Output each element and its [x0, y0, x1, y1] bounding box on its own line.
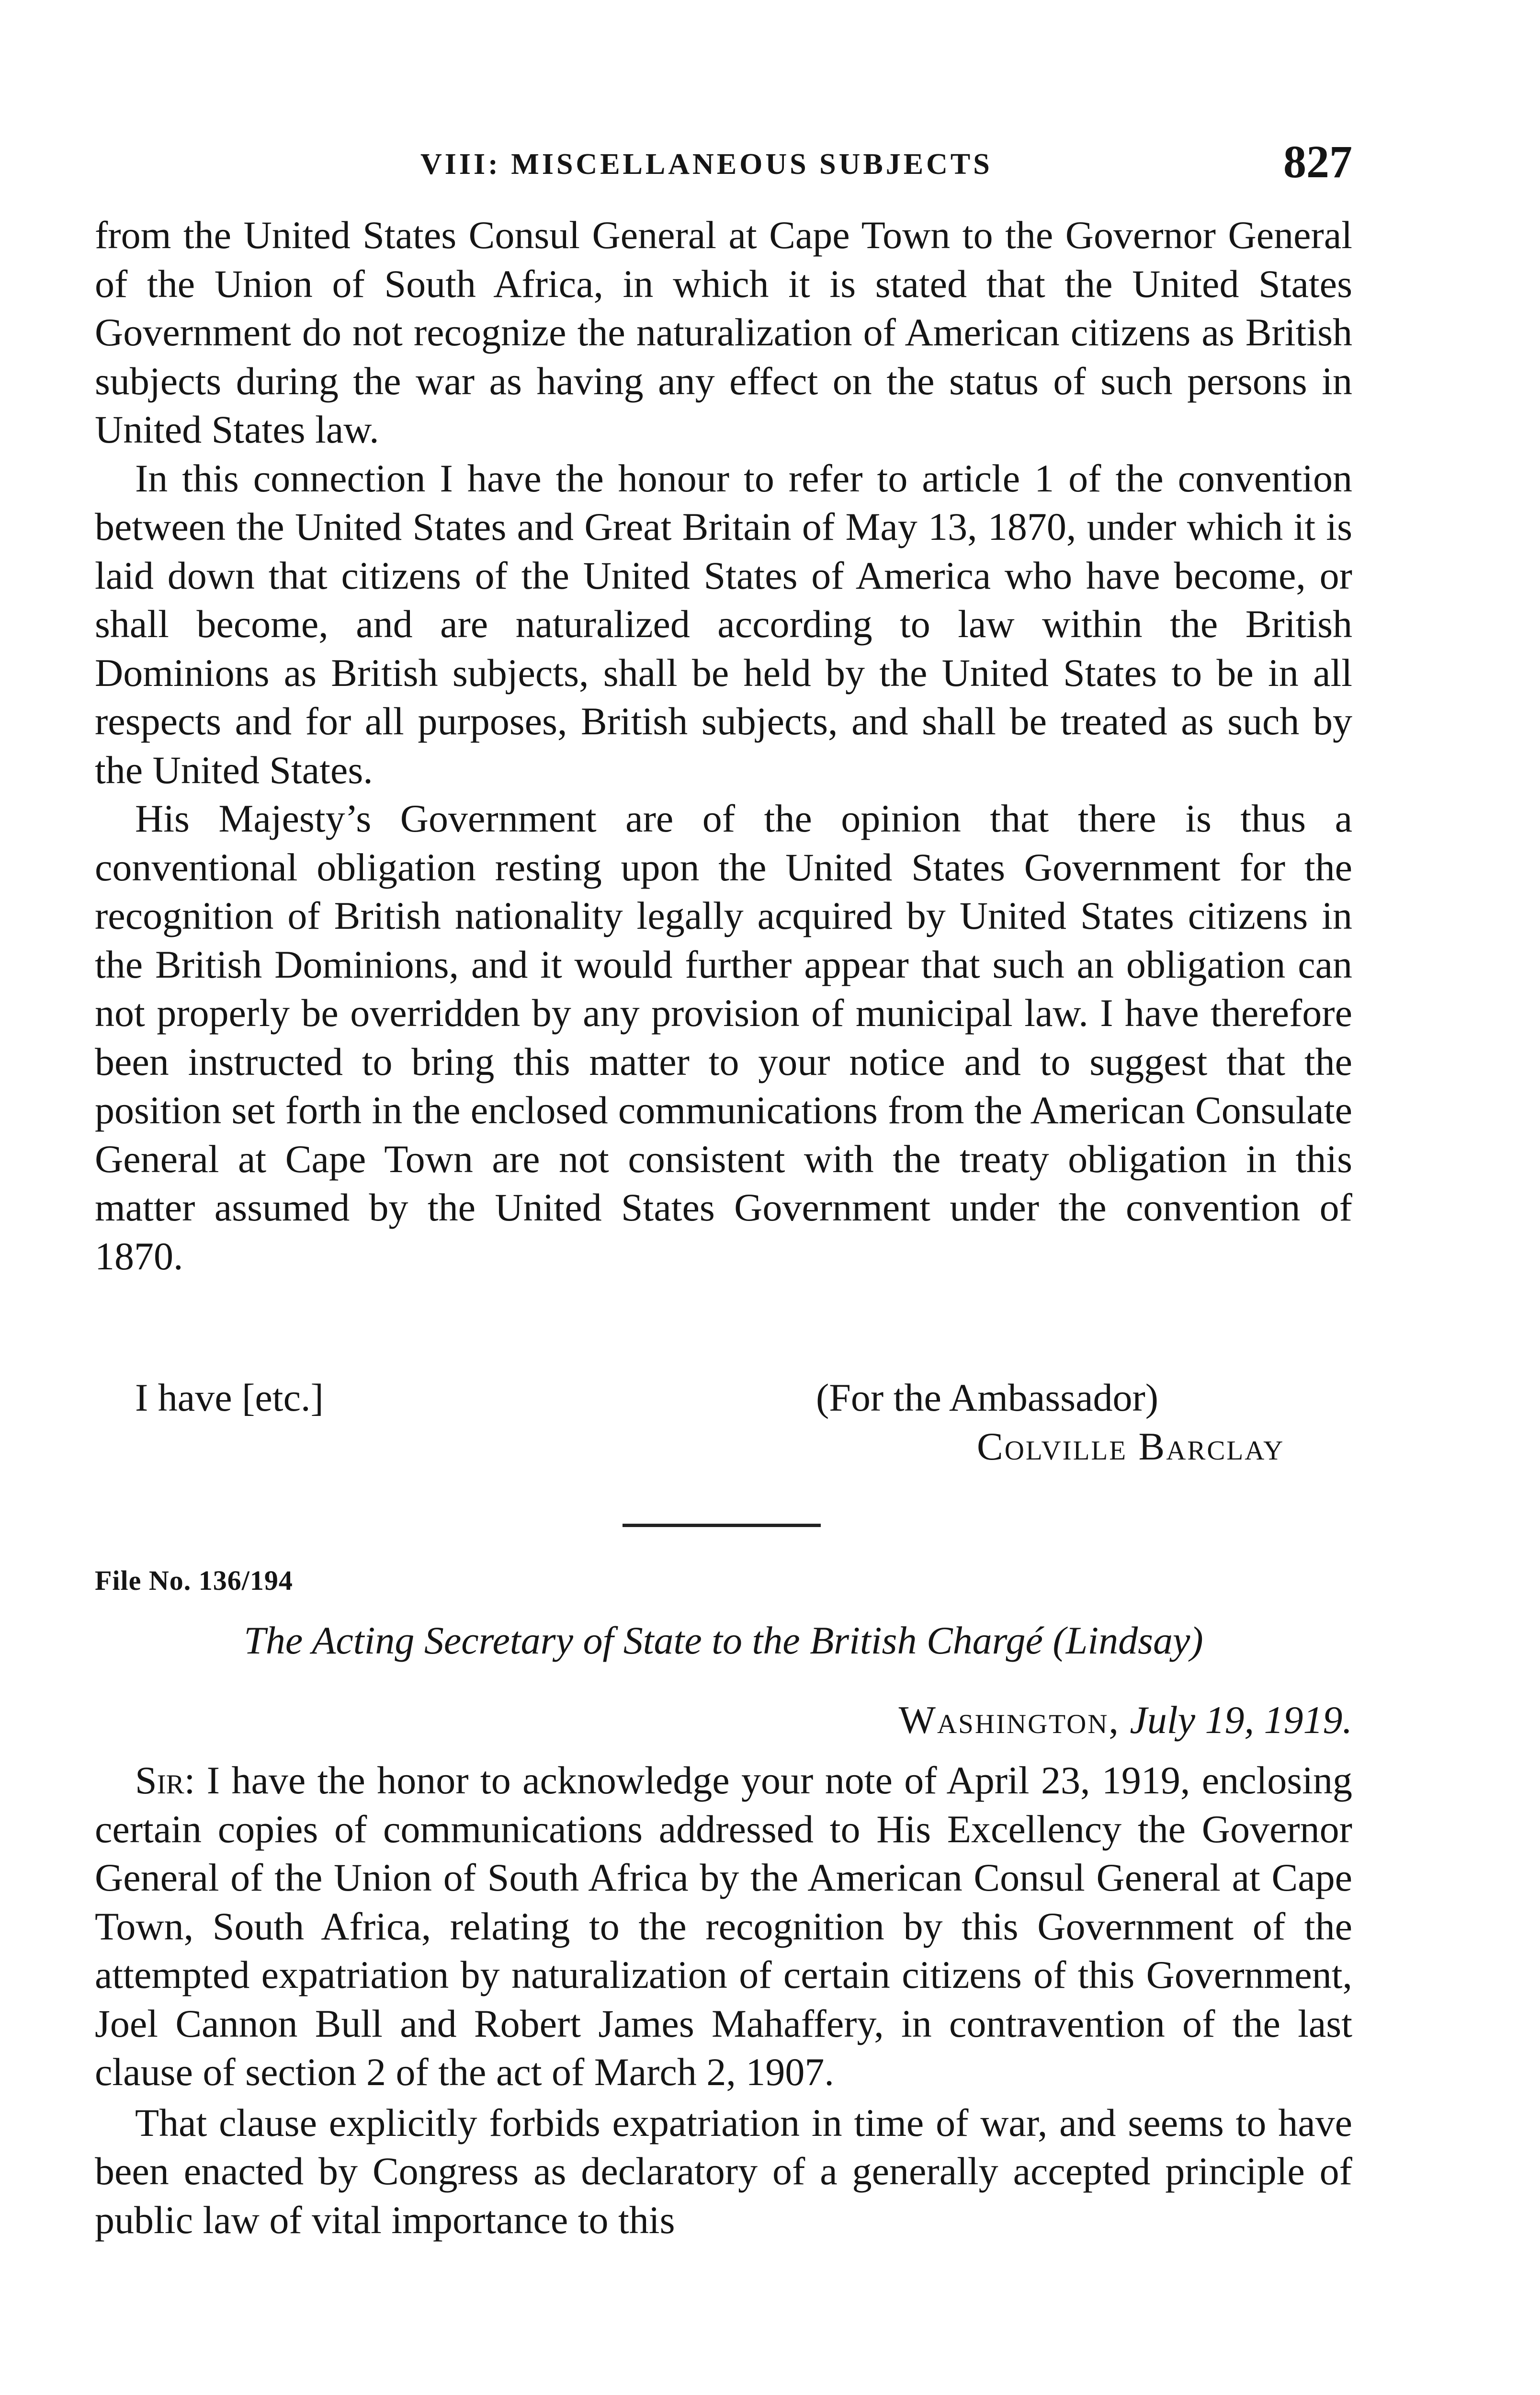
section-divider	[623, 1524, 821, 1527]
letter2-paragraph-1-text: I have the honor to acknowledge your note of April 23, 1919, enclosing certain copies of communications addressed to His Excellency the Governor General of the Union of South Africa by the American Consul General at Cape Town, South Africa, relating to the recognition by this Government of the attempted expatriation by naturalization of certain citizens of this Government, Joel Cannon Bull and Robert James Mahaffery, in contravention of the last clause of section 2 of the act of March 2, 1907.	[95, 1758, 1352, 2094]
running-head	[95, 136, 1352, 192]
letter1-body	[95, 211, 1352, 1280]
signer-name: Colville Barclay	[977, 1424, 1285, 1468]
letter1-paragraph-3: His Majesty’s Government are of the opinion that there is thus a conventional obligation resting upon the United States Government for the recognition of British nationality legally acquired by United States citizens in the British Dominions, and it would further appear that such an obligation can not properly be overridden by any provision of municipal law. I have therefore been instructed to bring this matter to your notice and to suggest that the position set forth in the enclosed communications from the American Consulate General at Cape Town are not consistent with the treaty obligation in this matter assumed by the United States Government under the convention of 1870.	[95, 797, 1352, 1278]
letter1-paragraph-1: from the United States Consul General at Cape Town to the Governor General of the Union of South Africa, in which it is stated that the United States Government do not recognize the naturalization of American citizens as British subjects during the war as having any effect on the status of such persons in United States law.	[95, 213, 1352, 451]
dateline-place: Washington,	[898, 1698, 1120, 1742]
file-number: File No. 136/194	[95, 1565, 293, 1596]
letter2-paragraph-1	[95, 1756, 1352, 2097]
letter2-body	[95, 1756, 1352, 2244]
running-title: VIII: MISCELLANEOUS SUBJECTS	[420, 148, 993, 181]
letter1-paragraph-2: In this connection I have the honour to refer to article 1 of the convention between the United States and Great Britain of May 13, 1870, under which it is laid down that citizens of the United States of America who have become, or shall become, and are naturalized according to law within the British Dominions as British subjects, shall be held by the United States to be in all respects and for all purposes, British subjects, and shall be treated as such by the United States.	[95, 456, 1352, 792]
letter2-paragraph-2: That clause explicitly forbids expatriation in time of war, and seems to have been enacted by Congress as declaratory of a generally accepted principle of public law of vital importance to this	[95, 2100, 1352, 2242]
dateline-date: July 19, 1919.	[1130, 1698, 1352, 1742]
letter2-heading: The Acting Secretary of State to the British Chargé (Lindsay)	[244, 1619, 1203, 1662]
page-number: 827	[1283, 136, 1352, 187]
complimentary-close: I have [etc.]	[135, 1376, 324, 1419]
signature-note: (For the Ambassador)	[816, 1376, 1159, 1419]
dateline	[899, 1698, 1352, 1743]
salutation: Sir:	[135, 1758, 195, 1802]
